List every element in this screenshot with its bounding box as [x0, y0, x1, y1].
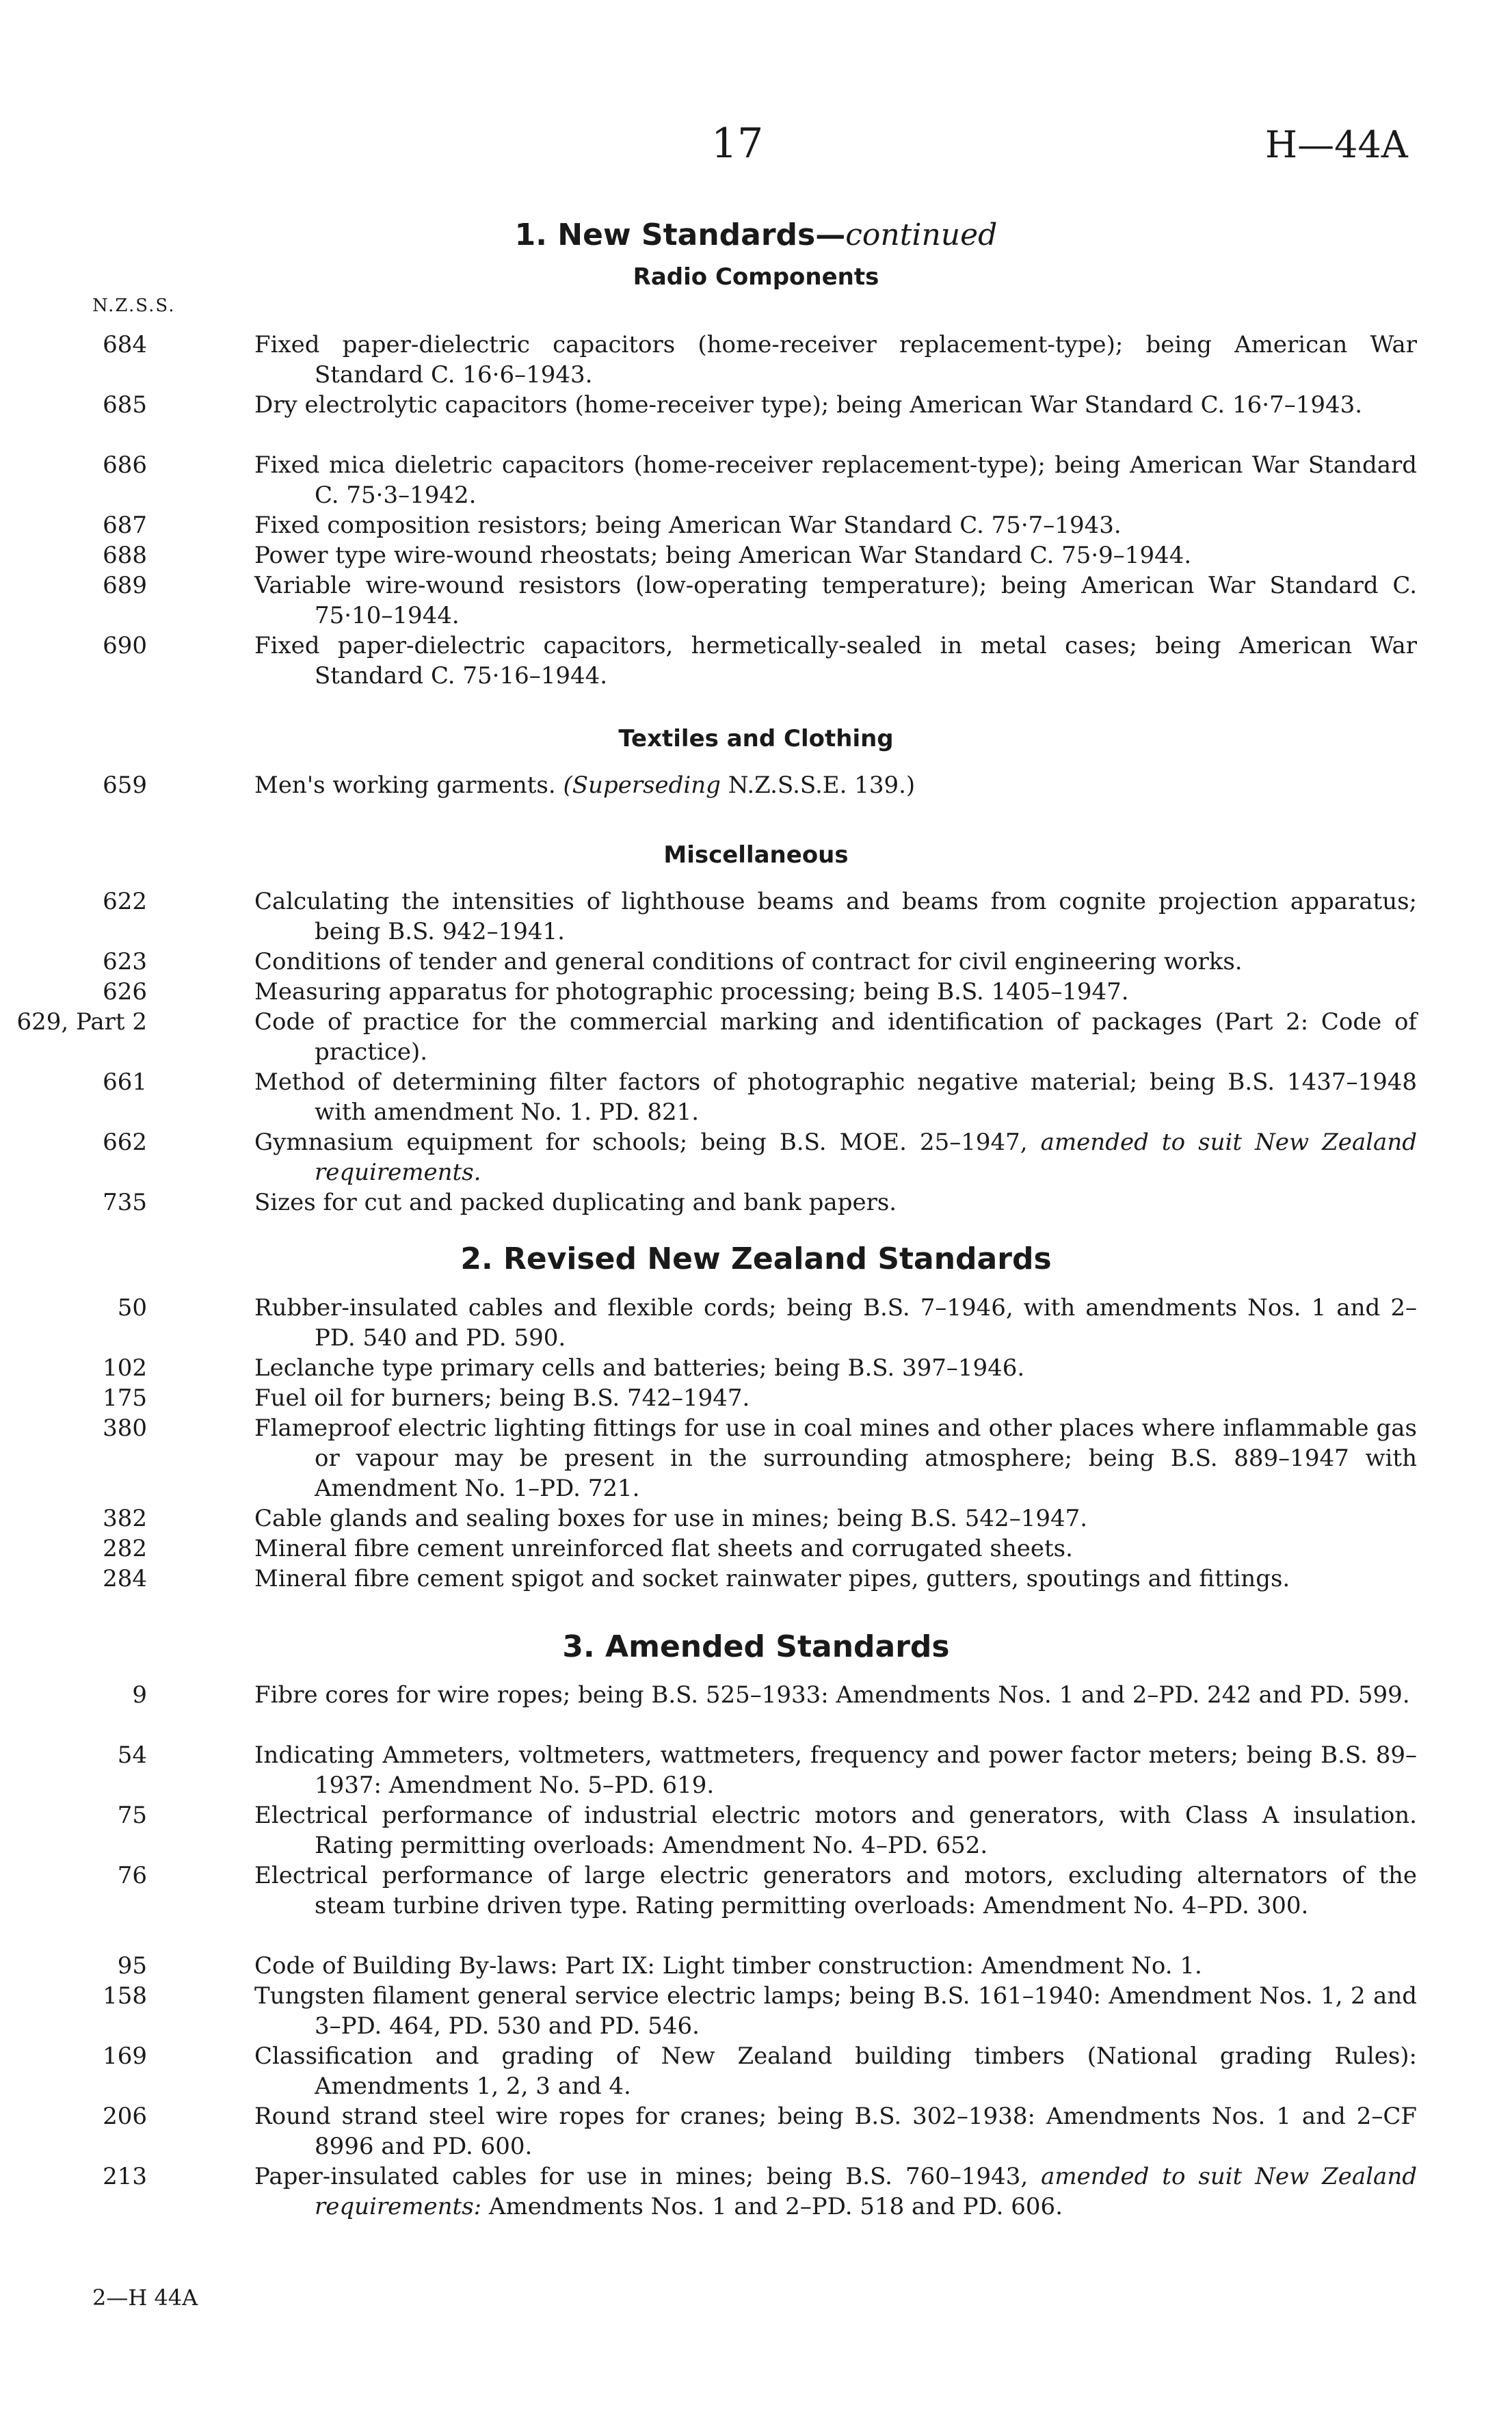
document-page: 17 H—44A 1. New Standards—continued Radio Components N.Z.S.S. 684 Fixed paper-dielectric capacitors (home-receiver replacement-type); being American War Standard C. 16·6–1943. 685 Dry electrolytic capacitors (home-receiver type); being American War Standard C. 16·7–1943. 686 Fixed mica dieletric capacitors (home-receiver replacement-type); being American War Standard C. 75·3–1942. 687 Fixed composition resistors; being American War Standard C. 75·7–1943. 688 Power type wire-wound rheostats; being American War Standard C. 75·9–1944. 689 Variable wire-wound resistors (low-operating temperature); being American War Standard C. 75·10–1944. 690 Fixed paper-dielectric capacitors, hermetically-sealed in metal cases; being American War Standard C. 75·16–1944. Textiles and Clothing 659 Men's working garments. (Superseding N.Z.S.S.E. 139.) Miscellaneous 622 Calculating the intensities of lighthouse beams and beams from cognite projection apparatus; being B.S. 942–1941. 623 Conditions of tender and general conditions of contract for civil engineering works. 626 Measuring apparatus for photographic processing; being B.S. 1405–1947. 629, Part 2 Code of practice for the commercial marking and identification of packages (Part 2: Code of practice). 661 Method of determining filter factors of photographic negative material; being B.S. 1437–1948 with amendment No. 1. PD. 821. 662 Gymnasium equipment for schools; being B.S. MOE. 25–1947, amended to suit New Zealand requirements. 735 Sizes for cut and packed duplicating and bank papers. 2. Revised New Zealand Standards 50 Rubber-insulated cables and flexible cords; being B.S. 7–1946, with amendments Nos. 1 and 2–PD. 540 and PD. 590. 102 Leclanche type primary cells and batteries; being B.S. 397–1946. 175 Fuel oil for burners; being B.S. 742–1947. 380 Flameproof electric lighting fittings for use in coal mines and other places where inflammable gas or vapour may be present in the surrounding atmosphere; being B.S. 889–1947 with Amendment No. 1–PD. 721. 382 Cable glands and sealing boxes for use in mines; being B.S. 542–1947. 282 Mineral fibre cement unreinforced flat sheets and corrugated sheets. 284 Mineral fibre cement spigot and socket rainwater pipes, gutters, spoutings and fittings. 3. Amended Standards 9 Fibre cores for wire ropes; being B.S. 525–1933: Amendments Nos. 1 and 2–PD. 242 and PD. 599. 54 Indicating Ammeters, voltmeters, wattmeters, frequency and power factor meters; being B.S. 89–1937: Amendment No. 5–PD. 619. 75 Electrical performance of industrial electric motors and generators, with Class A insulation. Rating permitting overloads: Amendment No. 4–PD. 652. 76 Electrical performance of large electric generators and motors, excluding alternators of the steam turbine driven type. Rating permitting overloads: Amendment No. 4–PD. 300. 95 Code of Building By-laws: Part IX: Light timber construction: Amendment No. 1. 158 Tungsten filament general service electric lamps; being B.S. 161–1940: Amendment Nos. 1, 2 and 3–PD. 464, PD. 530 and PD. 546. 169 Classification and grading of New Zealand building timbers (National grading Rules): Amendments 1, 2, 3 and 4. 206 Round strand steel wire ropes for cranes; being B.S. 302–1938: Amendments Nos. 1 and 2–CF 8996 and PD. 600. 213 Paper-insulated cables for use in mines; being B.S. 760–1943, amended to suit New Zealand requirements: Amendments Nos. 1 and 2–PD. 518 and PD. 606. 2—H 44A [0, 0, 1512, 2418]
section-1-title: 1. New Standards—continued [514, 218, 998, 252]
footer-signature: 2—H 44A [92, 2285, 198, 2311]
section-3-title: 3. Amended Standards [562, 1629, 950, 1664]
column-header-nzss: N.Z.S.S. [92, 295, 176, 316]
section-2-title: 2. Revised New Zealand Standards [460, 1241, 1052, 1276]
subheading-textiles-clothing: Textiles and Clothing [618, 725, 894, 752]
subheading-miscellaneous: Miscellaneous [663, 841, 849, 869]
document-reference: H—44A [1265, 123, 1408, 166]
page-number: 17 [711, 120, 764, 168]
subheading-radio-components: Radio Components [633, 263, 879, 291]
